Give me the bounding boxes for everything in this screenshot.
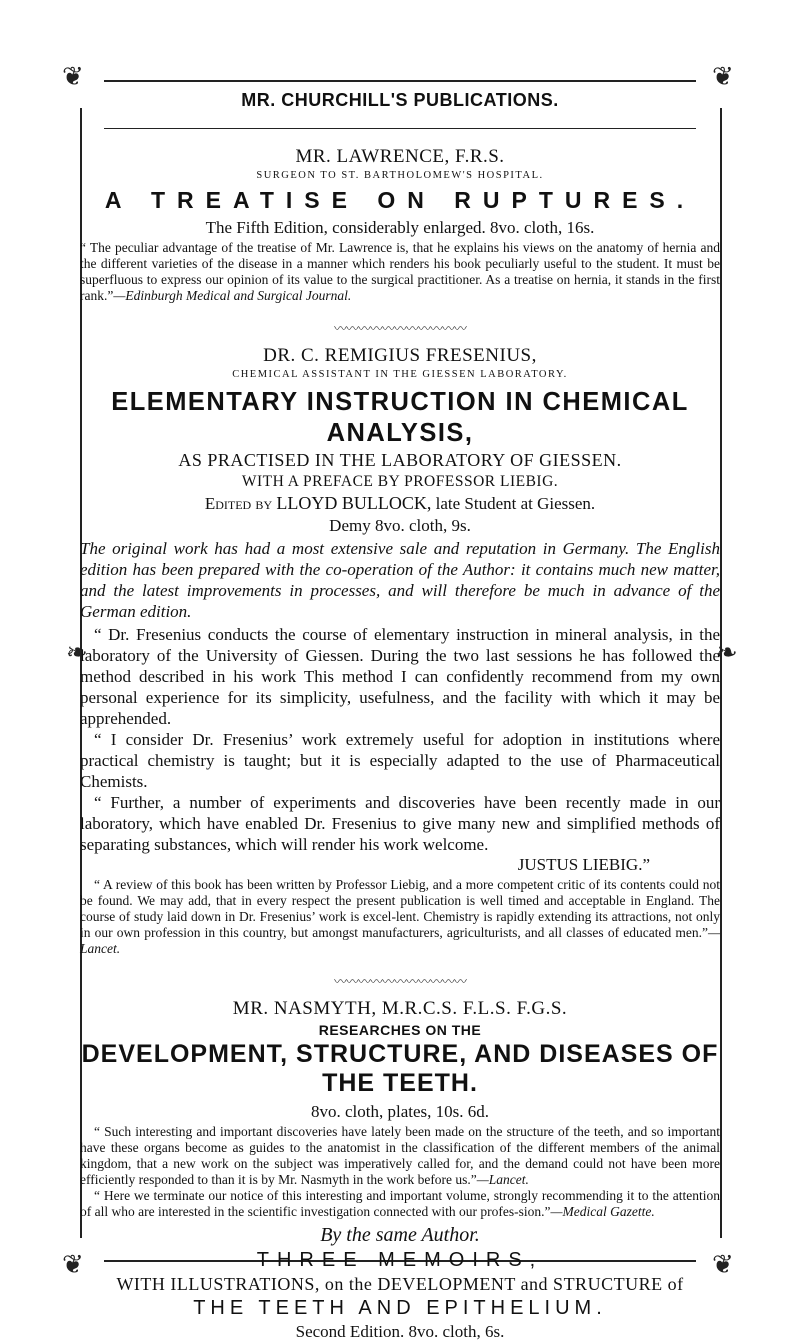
review-text: [80, 1188, 720, 1220]
side-ornament-icon: ❧: [66, 638, 88, 668]
liebig-quote-3: “ Further, a number of experiments and discoveries have been recently made in our laboratory, which have enabled Dr. Fresenius to give many new and simplified methods of separating substances, which will render his work welcome.: [80, 793, 720, 854]
header-underline: [104, 128, 696, 129]
review-source: —Edinburgh Medical and Surgical Journal.: [113, 288, 352, 303]
review-body: “ A review of this book has been written by Professor Liebig, and a more competent critic of its contents could not be found. We may add, that in every respect the present publication is well timed and acceptable in England. The course of study laid down in Dr. Fresenius’ work is excel-lent. Chemistry is rapidly extending its attractions, not only in our own profession in this country, but amongst manufacturers, agriculturists, and all classes of educated men.”: [80, 877, 720, 940]
memoirs-line: WITH ILLUSTRATIONS, on the DEVELOPMENT and STRUCTURE of: [116, 1274, 684, 1294]
nasmyth-section: [80, 998, 720, 1342]
same-author-heading: By the same Author.: [320, 1224, 480, 1246]
memoirs-format: Second Edition. 8vo. cloth, 6s.: [295, 1322, 505, 1341]
memoirs-title: THREE MEMOIRS,: [256, 1249, 544, 1271]
author-name: MR. NASMYTH, M.R.C.S. F.L.S. F.G.S.: [232, 998, 568, 1019]
lawrence-section: [80, 146, 720, 304]
review-text: [80, 240, 720, 304]
content: [80, 138, 720, 1344]
book-title: A TREATISE ON RUPTURES.: [104, 187, 696, 213]
review-source: —Lancet.: [80, 925, 720, 956]
review-body: “ The peculiar advantage of the treatise of Mr. Lawrence is, that he explains his views on the anatomy of hernia and the different varieties of the disease in a manner which renders his book peculiarly useful to the student. It must be superfluous to express our opinion of its value to the surgical practitioner. As a treatise on hernia, it stands in the first rank.”: [80, 240, 720, 303]
book-title: ELEMENTARY INSTRUCTION IN CHEMICAL ANALYSIS,: [111, 386, 689, 447]
author-position: SURGEON TO ST. BARTHOLOMEW'S HOSPITAL.: [256, 170, 544, 181]
editor-name: LLOYD BULLOCK,: [276, 493, 432, 513]
divider: 〰〰〰〰〰〰〰〰〰〰〰: [333, 321, 466, 336]
review-source: —Lancet.: [476, 1172, 529, 1187]
liebig-quote-2: “ I consider Dr. Fresenius’ work extremely useful for adoption in institutions where practical chemistry is taught; but it is especially adapted to the use of Pharmaceutical Chemists.: [80, 730, 720, 791]
book-format: Demy 8vo. cloth, 9s.: [329, 516, 471, 535]
book-format: 8vo. cloth, plates, 10s. 6d.: [310, 1102, 489, 1121]
corner-ornament-icon: ❦: [62, 1250, 84, 1280]
book-title: DEVELOPMENT, STRUCTURE, AND DISEASES OF THE TEETH.: [81, 1040, 719, 1097]
book-editor: [80, 493, 720, 514]
signature: JUSTUS LIEBIG.”: [517, 855, 650, 874]
corner-ornament-icon: ❦: [712, 62, 734, 92]
corner-ornament-icon: ❦: [62, 62, 84, 92]
right-rule: [720, 108, 722, 1238]
book-subtitle: AS PRACTISED IN THE LABORATORY OF GIESSEN.: [178, 450, 622, 470]
fresenius-section: [80, 345, 720, 957]
edited-prefix: Edited by: [204, 494, 273, 513]
author-name: DR. C. REMIGIUS FRESENIUS,: [263, 345, 537, 366]
memoirs-line-2: THE TEETH AND EPITHELIUM.: [193, 1297, 607, 1319]
review-source: —Medical Gazette.: [550, 1204, 655, 1219]
review-body: “ Here we terminate our notice of this interesting and important volume, strongly recommending it to the attention of all who are interested in the scientific investigation connected with our profes-sion.”: [80, 1188, 720, 1219]
editor-suffix: late Student at Giessen.: [435, 494, 596, 513]
author-position: CHEMICAL ASSISTANT IN THE GIESSEN LABORATORY.: [232, 369, 568, 380]
corner-ornament-icon: ❦: [712, 1250, 734, 1280]
divider: 〰〰〰〰〰〰〰〰〰〰〰: [333, 974, 466, 989]
liebig-quote-1: “ Dr. Fresenius conducts the course of elementary instruction in mineral analysis, in the laboratory of the University of Giessen. During the two last sessions he has followed the method described in his work This method I can confidently recommend from my own personal experience for its simplicity, usefulness, and the facility with which it may be apprehended.: [80, 625, 720, 728]
review-text: [80, 1124, 720, 1188]
author-name: MR. LAWRENCE, F.R.S.: [295, 146, 505, 167]
top-rule: [104, 80, 696, 82]
book-pretitle: RESEARCHES ON THE: [318, 1022, 482, 1038]
book-blurb: The original work has had a most extensive sale and reputation in Germany. The English edition has been prepared with the co-operation of the Author: it contains much new matter, and the latest improvements in processes, and will therefore be much in advance of the German edition.: [80, 539, 720, 621]
review-text: [80, 877, 720, 957]
book-preface: WITH A PREFACE BY PROFESSOR LIEBIG.: [241, 473, 559, 490]
book-edition: The Fifth Edition, considerably enlarged. 8vo. cloth, 16s.: [205, 218, 595, 237]
review-body: “ Such interesting and important discoveries have lately been made on the structure of the teeth, and so important have these organs become as guides to the anatomist in the classification of the different members of the animal kingdom, that a new work on the subject was imperatively called for, and the demand could not have been more efficiently responded to than it is by Mr. Nasmyth in the work before us.”: [80, 1124, 720, 1187]
page-title: MR. CHURCHILL'S PUBLICATIONS.: [241, 90, 559, 110]
side-ornament-icon: ❧: [716, 638, 738, 668]
